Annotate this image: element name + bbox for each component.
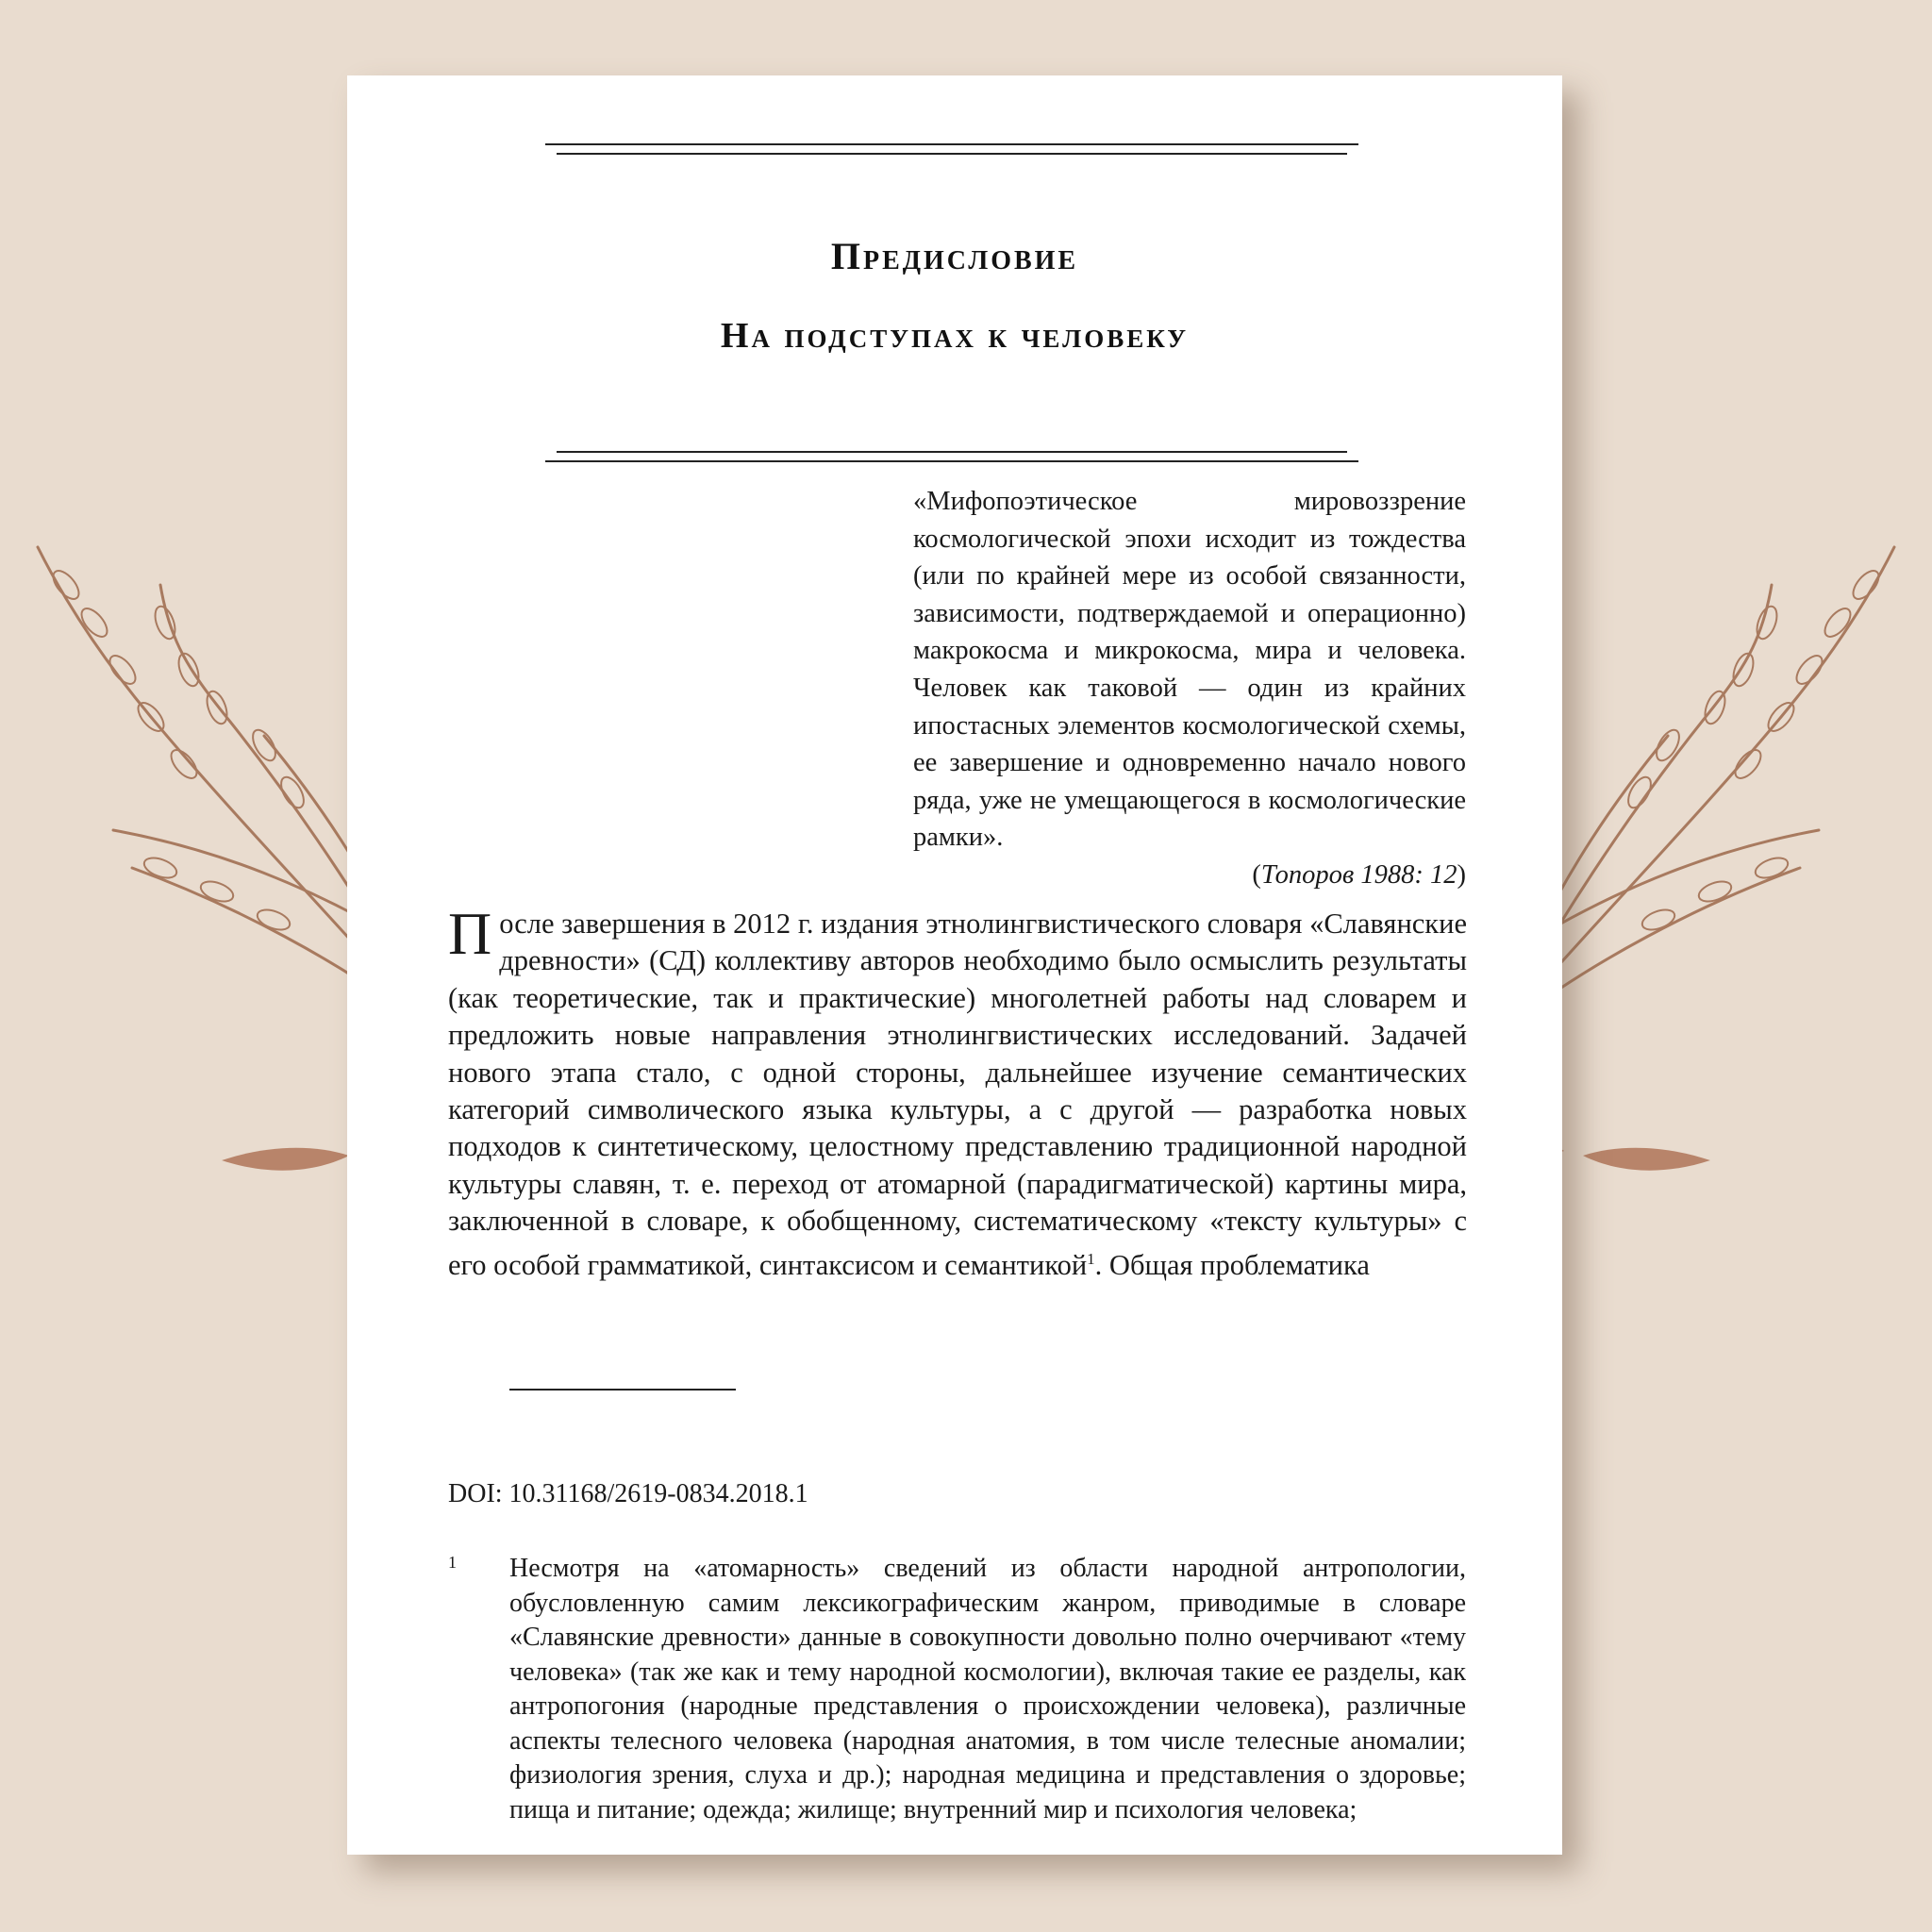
book-page bbox=[347, 75, 1562, 1855]
bottom-rule-inner bbox=[557, 451, 1347, 453]
top-rule-outer bbox=[545, 143, 1358, 145]
epigraph-source-open: ( bbox=[1252, 859, 1261, 890]
footnote-number: 1 bbox=[448, 1553, 457, 1572]
body-text-part-2: . Общая проблематика bbox=[1094, 1248, 1370, 1281]
chapter-title: На подступах к человеку bbox=[720, 316, 1190, 356]
epigraph-source bbox=[913, 857, 1466, 894]
epigraph-citation: Топоров 1988: 12 bbox=[1260, 859, 1457, 890]
epigraph bbox=[913, 483, 1466, 894]
drop-cap: П bbox=[448, 900, 492, 967]
bottom-rule-outer bbox=[545, 460, 1358, 462]
footnote-reference[interactable]: 1 bbox=[1087, 1249, 1095, 1268]
top-rule-inner bbox=[557, 153, 1347, 155]
footnote-text: Несмотря на «атомарность» сведений из области народной антропологии, обусловленную самим лексикографическим жанром, приводимые в словаре «Славянские древности» данные в совокупности довольно полно очерчивают «тему человека» (так же как и тему народной космологии), включая такие ее разделы, как антропогония (народные представления о происхождении человека), различные аспекты телесного человека (народная анатомия, в том числе телесные аномалии; физиология зрения, слуха и др.); народная медицина и представления о здоровье; пища и питание; одежда; жилище; внутренний мир и психология человека; bbox=[509, 1554, 1466, 1824]
epigraph-text: «Мифопоэтическое мировоззрение космологической эпохи исходит из тождества (или по крайней мере из особой связанности, зависимости, подтверждаемой и операционно) макрокосма и микрокосма, мира и человека. Человек как таковой — один из крайних ипостасных элементов космологической схемы, ее завершение и одновременно начало нового ряда, уже не умещающегося в космологические рамки». bbox=[913, 487, 1466, 853]
body-text-part-1: осле завершения в 2012 г. издания этнолингвистического словаря «Славянские древности» (СД) коллективу авторов необходимо было осмыслить результаты (как теоретические, так и практические) многолетней работы над словарем и предложить новые направления этнолингвистических исследований. Задачей нового этапа стало, с одной стороны, дальнейшее изучение семантических категорий символического языка культуры, а с другой — разработка новых подходов к синтетическому, целостному представлению традиционной народной культуры славян, т. е. переход от атомарной (парадигматической) картины мира, заключенной в словаре, к обобщенному, систематическому «тексту культуры» с его особой грамматикой, синтаксисом и семантикой bbox=[448, 908, 1467, 1281]
section-heading: Предисловие bbox=[830, 235, 1079, 277]
doi-line: DOI: 10.31168/2619-0834.2018.1 bbox=[448, 1479, 808, 1508]
epigraph-source-close: ) bbox=[1457, 859, 1466, 890]
footnote-separator bbox=[509, 1389, 736, 1391]
body-paragraph bbox=[448, 900, 1467, 1284]
